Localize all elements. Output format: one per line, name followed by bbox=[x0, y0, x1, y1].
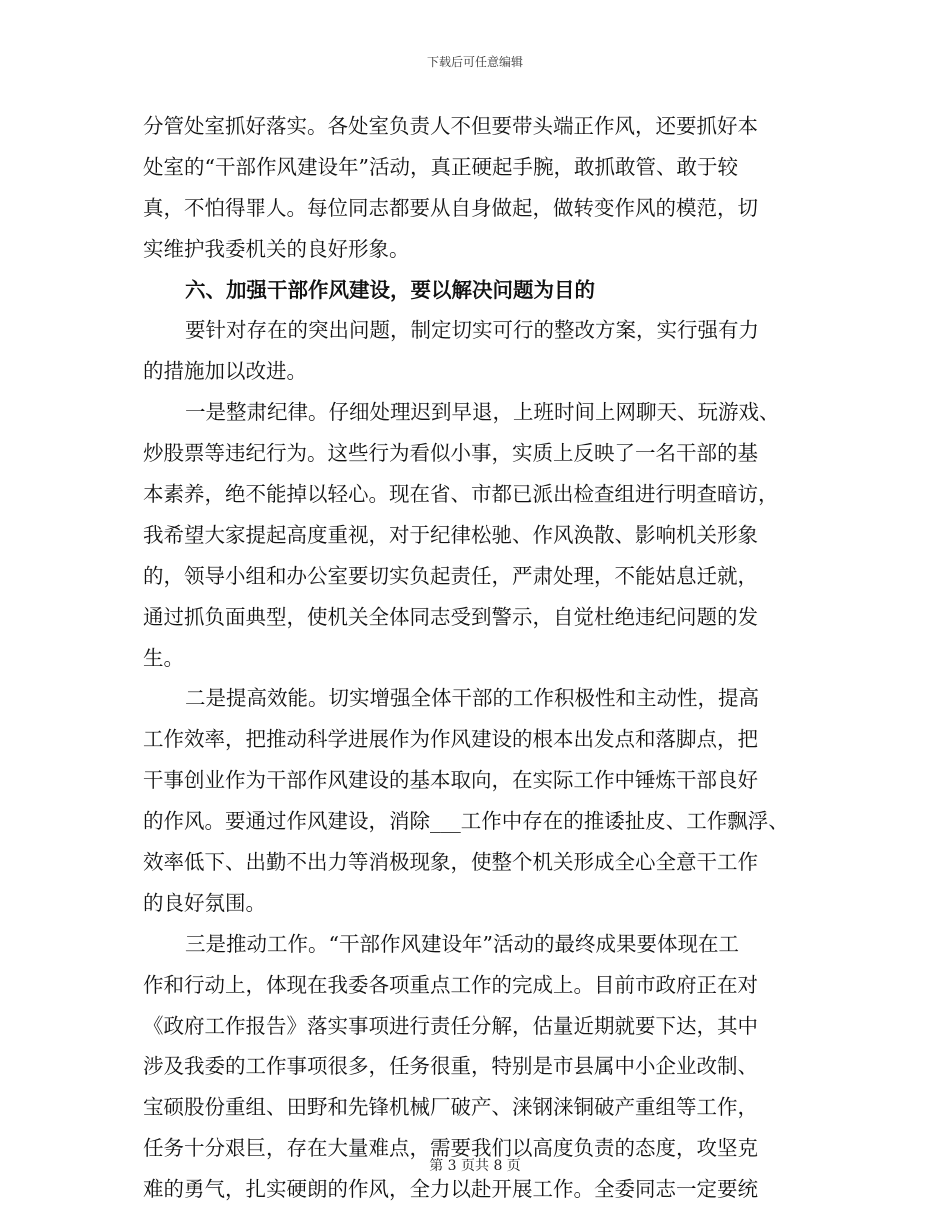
text-line: 三是推动工作。“干部作风建设年”活动的最终成果要体现在工 bbox=[185, 931, 739, 956]
text-line: 要针对存在的突出问题，制定切实可行的整改方案，实行强有力 bbox=[185, 318, 759, 343]
text-line: 处室的“干部作风建设年”活动，真正硬起手腕，敢抓敢管、敢于较 bbox=[143, 154, 738, 179]
text-line: 炒股票等违纪行为。这些行为看似小事，实质上反映了一名干部的基 bbox=[143, 441, 758, 466]
text-line: 工作效率，把推动科学进展作为作风建设的根本出发点和落脚点，把 bbox=[143, 727, 758, 752]
text-line: 真，不怕得罪人。每位同志都要从自身做起，做转变作风的模范，切 bbox=[143, 195, 758, 220]
document-body bbox=[143, 106, 815, 1210]
text-line: 效率低下、出勤不出力等消极现象，使整个机关形成全心全意干工作 bbox=[143, 850, 758, 875]
text-line: 任务十分艰巨，存在大量难点，需要我们以高度负责的态度，攻坚克 bbox=[143, 1136, 758, 1161]
text-line: 的作风。要通过作风建设，消除___工作中存在的推诿扯皮、工作飘浮、 bbox=[143, 809, 789, 834]
text-line: 通过抓负面典型，使机关全体同志受到警示，自觉杜绝违纪问题的发 bbox=[143, 604, 758, 629]
text-line: 的措施加以改进。 bbox=[143, 359, 307, 384]
text-line: 一是整肃纪律。仔细处理迟到早退，上班时间上网聊天、玩游戏、 bbox=[185, 400, 780, 425]
page-header: 下载后可任意编辑 bbox=[426, 55, 523, 69]
section-heading: 六、加强干部作风建设，要以解决问题为目的 bbox=[185, 277, 595, 302]
text-line: 干事创业作为干部作风建设的基本取向，在实际工作中锤炼干部良好 bbox=[143, 768, 758, 793]
text-line: 实维护我委机关的良好形象。 bbox=[143, 236, 410, 261]
text-line: 我希望大家提起高度重视，对于纪律松驰、作风涣散、影响机关形象 bbox=[143, 522, 758, 547]
text-line: 涉及我委的工作事项很多，任务很重，特别是市县属中小企业改制、 bbox=[143, 1054, 758, 1079]
text-line: 的良好氛围。 bbox=[143, 890, 266, 915]
text-line: 作和行动上，体现在我委各项重点工作的完成上。目前市政府正在对 bbox=[143, 972, 758, 997]
text-line: 二是提高效能。切实增强全体干部的工作积极性和主动性，提高 bbox=[185, 686, 759, 711]
text-line: 分管处室抓好落实。各处室负责人不但要带头端正作风，还要抓好本 bbox=[143, 114, 758, 138]
text-line: 宝硕股份重组、田野和先锋机械厂破产、涞钢涞铜破产重组等工作， bbox=[143, 1095, 758, 1120]
text-line: 本素养，绝不能掉以轻心。现在省、市都已派出检查组进行明查暗访， bbox=[143, 482, 779, 507]
text-line: 难的勇气，扎实硬朗的作风，全力以赴开展工作。全委同志一定要统 bbox=[143, 1177, 758, 1202]
text-line: 《政府工作报告》落实事项进行责任分解，估量近期就要下达，其中 bbox=[143, 1013, 758, 1038]
text-line: 的，领导小组和办公室要切实负起责任，严肃处理，不能姑息迁就， bbox=[143, 563, 758, 588]
text-line: 生。 bbox=[143, 645, 184, 670]
page-number-footer: 第 3 页共 8 页 bbox=[429, 1158, 521, 1174]
